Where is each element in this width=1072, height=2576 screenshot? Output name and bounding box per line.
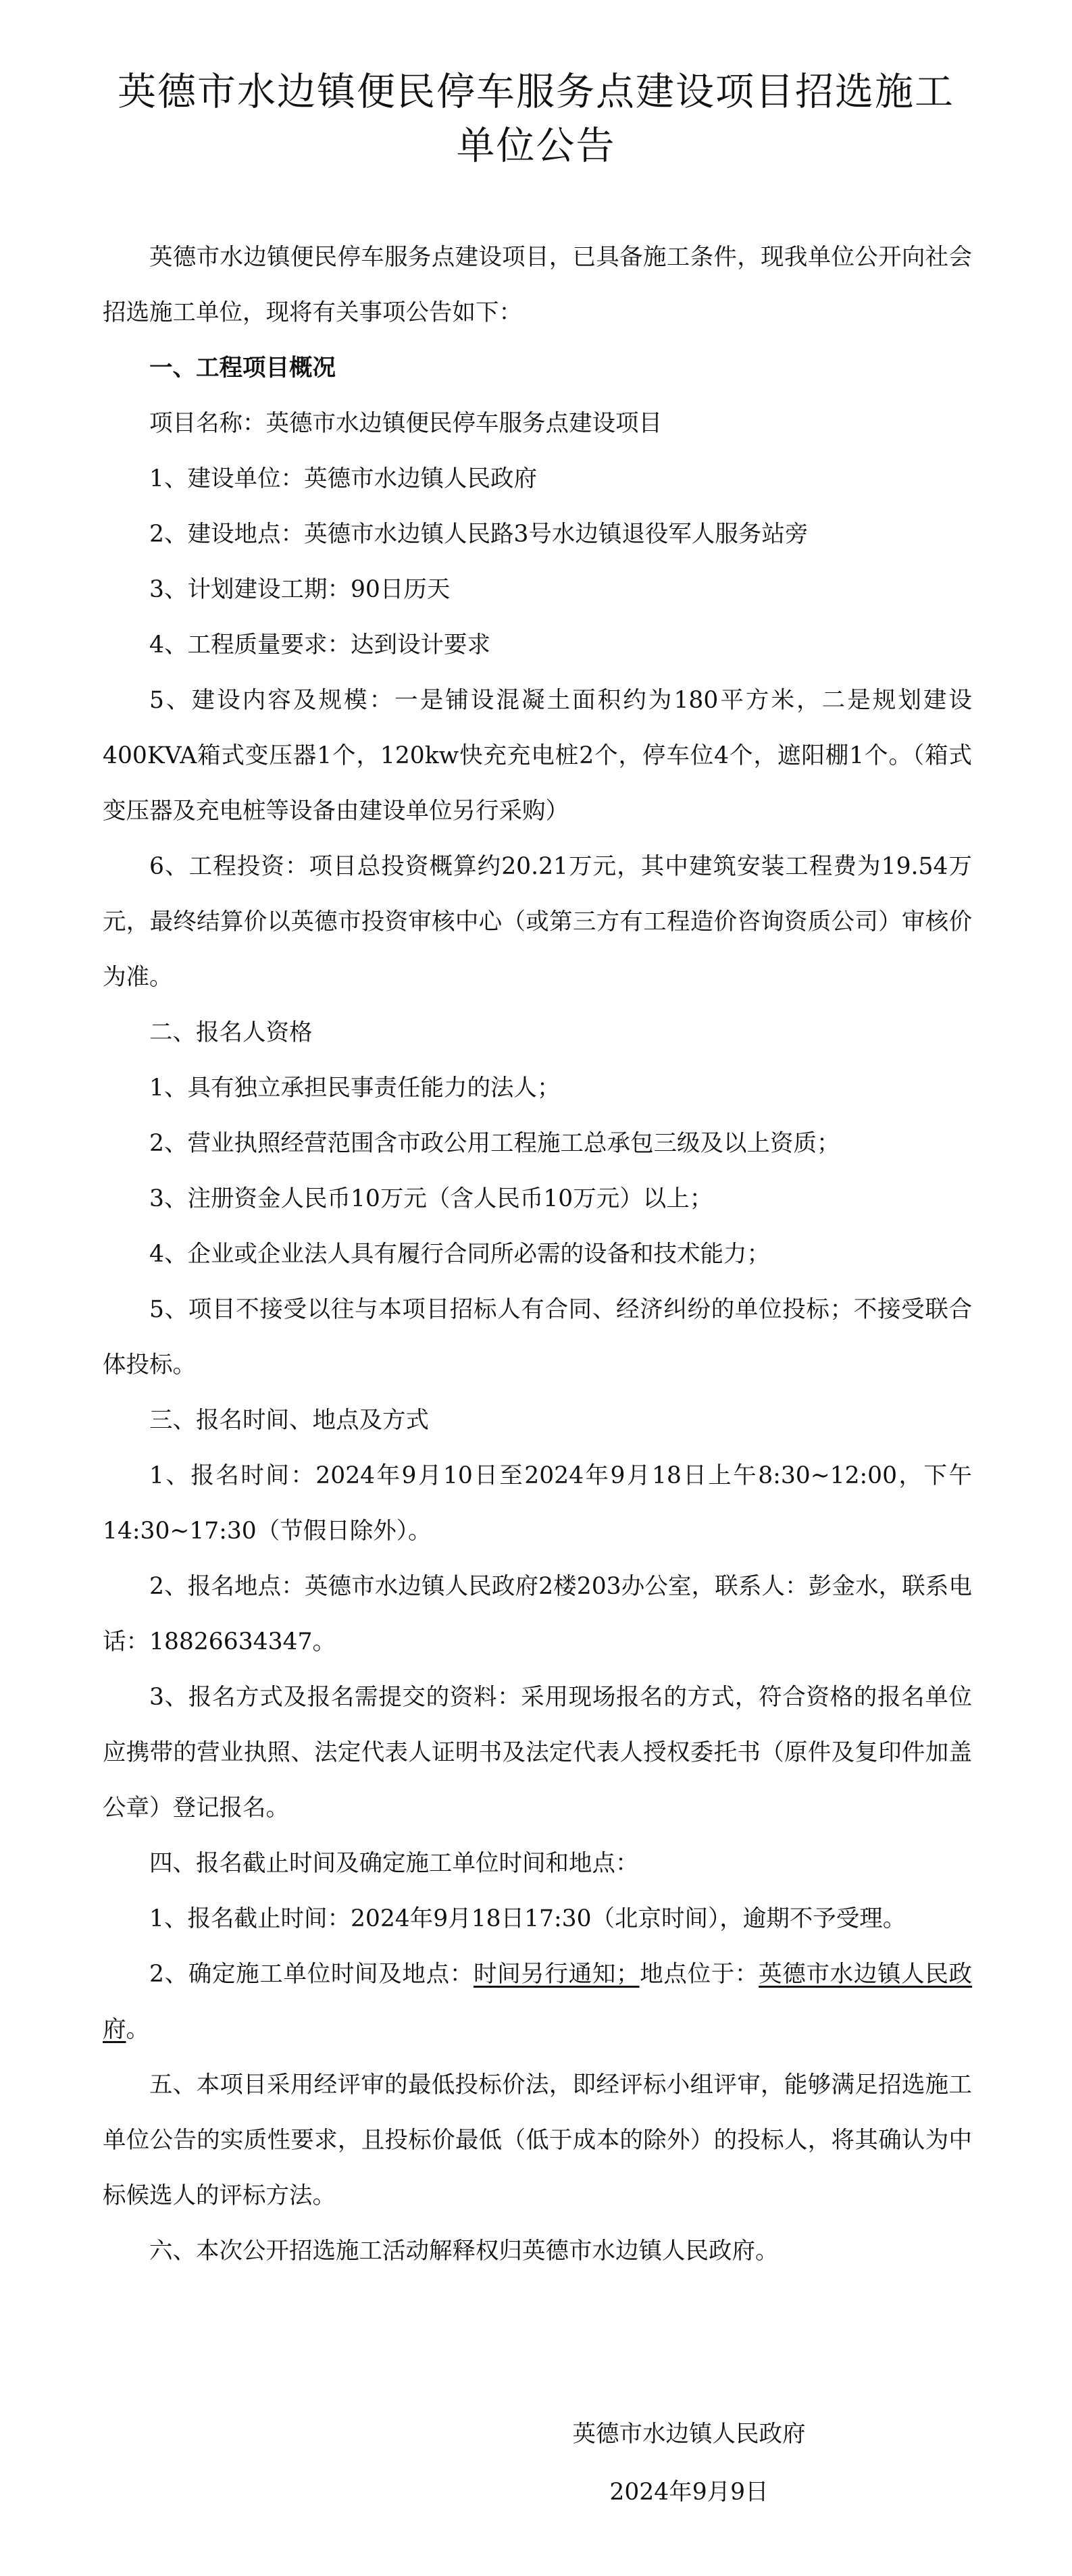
selection-time-text: 时间另行通知 [473,1961,617,1988]
qualification-2-paragraph: 2、营业执照经营范围含市政公用工程施工总承包三级及以上资质； [149,1130,840,1157]
section-2-heading: 二、报名人资格 [149,1019,313,1046]
signature-date: 2024年9月9日 [609,2479,769,2506]
selection-place-underlined: 英德市水边镇人民政府 [103,1961,973,2043]
selection-place-label: 地点位于： [639,1961,759,1988]
selection-time-underlined [474,1961,640,1988]
selection-time-place-paragraph [103,1947,972,2057]
interpretation-paragraph: 六、本次公开招选施工活动解释权归英德市水边镇人民政府。 [149,2238,779,2265]
construction-scope-paragraph: 5、建设内容及规模：一是铺设混凝土面积约为180平方米，二是规划建设400KVA箱式变压器1个，120kw快充充电桩2个，停车位4个，遮阳棚1个。（箱式变压器及充电桩等设备由建设单位另行采购） [103,687,972,825]
notice-title-line-2: 单位公告 [456,124,616,168]
registration-time-paragraph: 1、报名时间：2024年9月10日至2024年9月18日上午8:30~12:00，下午14:30~17:30（节假日除外）。 [103,1462,972,1545]
intro-paragraph: 英德市水边镇便民停车服务点建设项目，已具备施工条件，现我单位公开向社会招选施工单位，现将有关事项公告如下： [103,244,972,326]
construction-site-paragraph: 2、建设地点：英德市水边镇人民路3号水边镇退役军人服务站旁 [149,521,809,548]
registration-place-paragraph: 2、报名地点：英德市水边镇人民政府2楼203办公室，联系人：彭金水，联系电话：18826634347。 [103,1573,972,1655]
section-3-heading: 三、报名时间、地点及方式 [149,1407,429,1434]
selection-separator: ； [616,1961,640,1988]
qualification-3-paragraph: 3、注册资金人民币10万元（含人民币10万元）以上； [149,1185,713,1212]
construction-period-paragraph: 3、计划建设工期：90日历天 [149,576,451,603]
selection-prefix: 2、确定施工单位时间及地点： [149,1961,474,1988]
construction-unit-paragraph: 1、建设单位：英德市水边镇人民政府 [149,465,537,492]
section-1-heading: 一、工程项目概况 [149,355,336,382]
notice-title-line-1: 英德市水边镇便民停车服务点建设项目招选施工 [118,70,954,114]
notice-body [103,230,972,2279]
registration-method-paragraph: 3、报名方式及报名需提交的资料：采用现场报名的方式，符合资格的报名单位应携带的营业执照、法定代表人证明书及法定代表人授权委托书（原件及复印件加盖公章）登记报名。 [103,1684,972,1822]
project-name-paragraph: 项目名称：英德市水边镇便民停车服务点建设项目 [149,410,662,437]
investment-paragraph: 6、工程投资：项目总投资概算约20.21万元，其中建筑安装工程费为19.54万元，最终结算价以英德市投资审核中心（或第三方有工程造价咨询资质公司）审核价为准。 [103,853,972,991]
quality-requirement-paragraph: 4、工程质量要求：达到设计要求 [149,632,490,659]
signature-organization: 英德市水边镇人民政府 [572,2421,806,2448]
qualification-4-paragraph: 4、企业或企业法人具有履行合同所必需的设备和技术能力； [149,1241,770,1268]
qualification-5-paragraph: 5、项目不接受以往与本项目招标人有合同、经济纠纷的单位投标；不接受联合体投标。 [103,1296,972,1379]
selection-end: 。 [126,2016,149,2043]
section-4-heading: 四、报名截止时间及确定施工单位时间和地点： [149,1850,639,1877]
evaluation-method-paragraph: 五、本项目采用经评审的最低投标价法，即经评标小组评审，能够满足招选施工单位公告的实质性要求，且投标价最低（低于成本的除外）的投标人，将其确认为中标候选人的评标方法。 [103,2071,972,2209]
qualification-1-paragraph: 1、具有独立承担民事责任能力的法人； [149,1075,561,1102]
deadline-paragraph: 1、报名截止时间：2024年9月18日17:30（北京时间），逾期不予受理。 [149,1905,907,1932]
